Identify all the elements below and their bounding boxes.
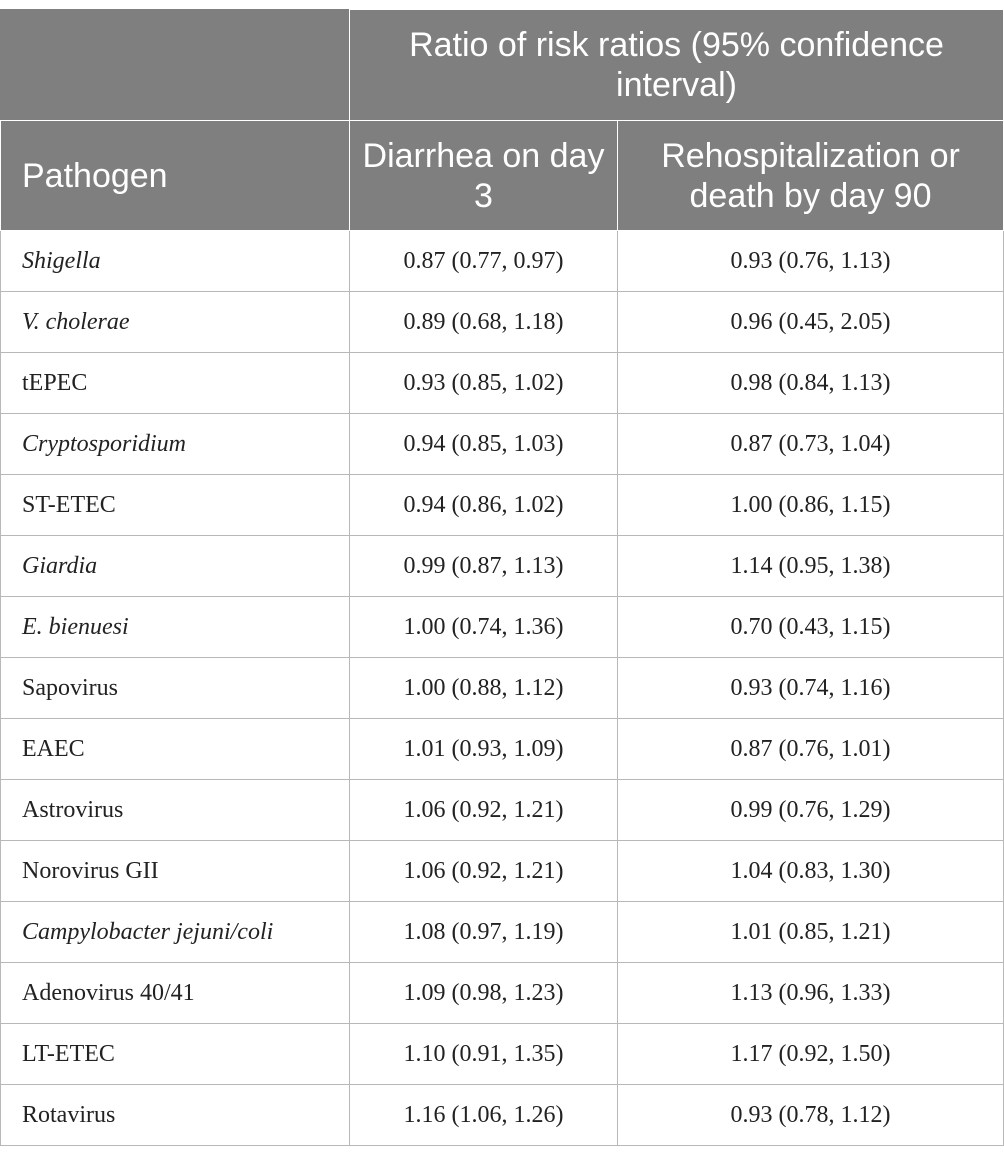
table-row — [1, 292, 1004, 353]
rehosp-ratio-cell: 0.93 (0.76, 1.13) — [618, 231, 1004, 292]
rehosp-ratio-cell: 0.99 (0.76, 1.29) — [618, 780, 1004, 841]
table-body — [1, 231, 1004, 1146]
pathogen-cell: V. cholerae — [1, 292, 350, 353]
table-row — [1, 597, 1004, 658]
diarrhea-ratio-cell: 1.10 (0.91, 1.35) — [350, 1024, 618, 1085]
table-row — [1, 475, 1004, 536]
pathogen-cell: ST-ETEC — [1, 475, 350, 536]
pathogen-cell: Astrovirus — [1, 780, 350, 841]
diarrhea-ratio-cell: 0.89 (0.68, 1.18) — [350, 292, 618, 353]
table-row — [1, 414, 1004, 475]
table-row — [1, 1085, 1004, 1146]
rehosp-ratio-cell: 1.00 (0.86, 1.15) — [618, 475, 1004, 536]
header-corner-cell — [1, 10, 350, 121]
rehosp-ratio-cell: 1.17 (0.92, 1.50) — [618, 1024, 1004, 1085]
rehosp-ratio-cell: 1.13 (0.96, 1.33) — [618, 963, 1004, 1024]
rehosp-ratio-cell: 0.70 (0.43, 1.15) — [618, 597, 1004, 658]
diarrhea-ratio-cell: 1.06 (0.92, 1.21) — [350, 841, 618, 902]
diarrhea-ratio-cell: 1.16 (1.06, 1.26) — [350, 1085, 618, 1146]
header-rehosp-death-day90: Rehospitalization or death by day 90 — [618, 121, 1004, 231]
table-row — [1, 719, 1004, 780]
table-row — [1, 658, 1004, 719]
pathogen-cell: E. bienuesi — [1, 597, 350, 658]
pathogen-cell: Norovirus GII — [1, 841, 350, 902]
rehosp-ratio-cell: 1.01 (0.85, 1.21) — [618, 902, 1004, 963]
rehosp-ratio-cell: 0.96 (0.45, 2.05) — [618, 292, 1004, 353]
pathogen-cell: tEPEC — [1, 353, 350, 414]
diarrhea-ratio-cell: 1.01 (0.93, 1.09) — [350, 719, 618, 780]
diarrhea-ratio-cell: 0.99 (0.87, 1.13) — [350, 536, 618, 597]
rehosp-ratio-cell: 1.04 (0.83, 1.30) — [618, 841, 1004, 902]
diarrhea-ratio-cell: 0.94 (0.86, 1.02) — [350, 475, 618, 536]
diarrhea-ratio-cell: 0.93 (0.85, 1.02) — [350, 353, 618, 414]
table-row — [1, 841, 1004, 902]
rehosp-ratio-cell: 0.93 (0.74, 1.16) — [618, 658, 1004, 719]
pathogen-cell: EAEC — [1, 719, 350, 780]
pathogen-cell: Rotavirus — [1, 1085, 350, 1146]
table-row — [1, 780, 1004, 841]
header-row-group — [1, 10, 1004, 121]
diarrhea-ratio-cell: 1.06 (0.92, 1.21) — [350, 780, 618, 841]
header-diarrhea-day3: Diarrhea on day 3 — [350, 121, 618, 231]
table-row — [1, 963, 1004, 1024]
pathogen-cell: Sapovirus — [1, 658, 350, 719]
rehosp-ratio-cell: 0.93 (0.78, 1.12) — [618, 1085, 1004, 1146]
rehosp-ratio-cell: 0.87 (0.76, 1.01) — [618, 719, 1004, 780]
diarrhea-ratio-cell: 0.87 (0.77, 0.97) — [350, 231, 618, 292]
table-row — [1, 1024, 1004, 1085]
diarrhea-ratio-cell: 1.00 (0.88, 1.12) — [350, 658, 618, 719]
pathogen-cell: Adenovirus 40/41 — [1, 963, 350, 1024]
pathogen-cell: LT-ETEC — [1, 1024, 350, 1085]
diarrhea-ratio-cell: 1.08 (0.97, 1.19) — [350, 902, 618, 963]
table-row — [1, 353, 1004, 414]
table-row — [1, 536, 1004, 597]
header-row-columns — [1, 121, 1004, 231]
pathogen-cell: Shigella — [1, 231, 350, 292]
rehosp-ratio-cell: 0.87 (0.73, 1.04) — [618, 414, 1004, 475]
pathogen-cell: Giardia — [1, 536, 350, 597]
table-header — [1, 10, 1004, 231]
diarrhea-ratio-cell: 1.09 (0.98, 1.23) — [350, 963, 618, 1024]
risk-ratio-table — [0, 9, 1004, 1146]
rehosp-ratio-cell: 1.14 (0.95, 1.38) — [618, 536, 1004, 597]
diarrhea-ratio-cell: 0.94 (0.85, 1.03) — [350, 414, 618, 475]
pathogen-cell: Campylobacter jejuni/coli — [1, 902, 350, 963]
pathogen-cell: Cryptosporidium — [1, 414, 350, 475]
table-row — [1, 902, 1004, 963]
rehosp-ratio-cell: 0.98 (0.84, 1.13) — [618, 353, 1004, 414]
table-row — [1, 231, 1004, 292]
header-group-title: Ratio of risk ratios (95% confidence interval) — [350, 10, 1004, 121]
diarrhea-ratio-cell: 1.00 (0.74, 1.36) — [350, 597, 618, 658]
header-pathogen: Pathogen — [1, 121, 350, 231]
